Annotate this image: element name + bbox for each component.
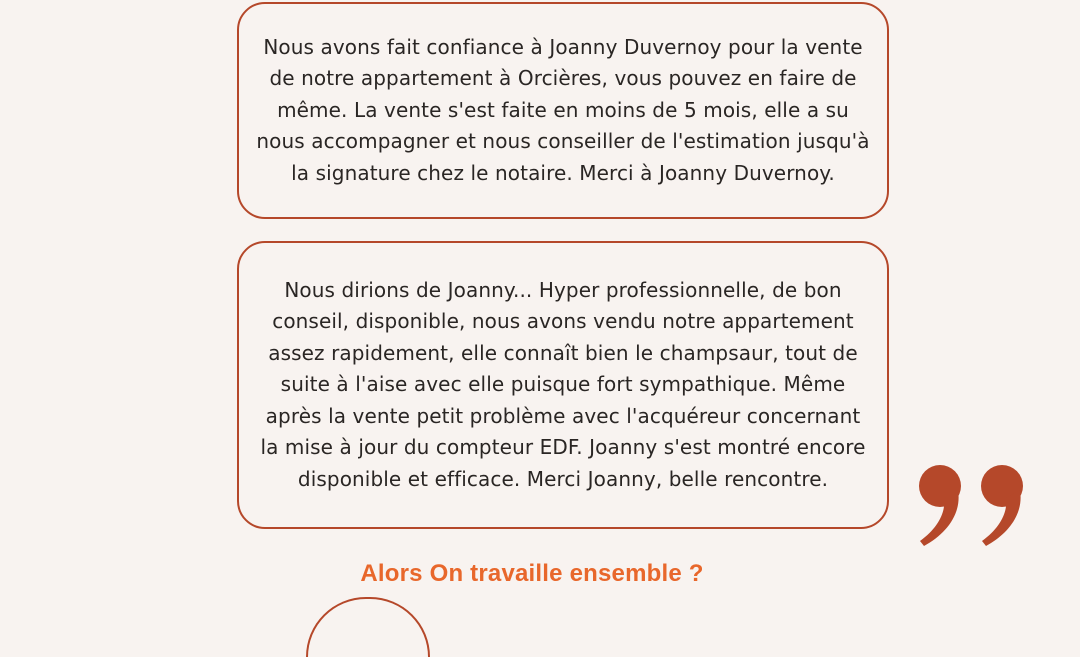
cta-heading: Alors On travaille ensemble ? bbox=[360, 560, 704, 587]
testimonial-card-1 bbox=[237, 2, 889, 219]
contact-circle-button[interactable] bbox=[306, 597, 430, 657]
testimonial-text-1: Nous avons fait confiance à Joanny Duvernoy pour la vente de notre appartement à Orcières, vous pouvez en faire de même. La vente s'est faite en moins de 5 mois, elle a su nous accompagner et nous conseiller de l'estimation jusqu'à la signature chez le notaire. Merci à Joanny Duvernoy. bbox=[256, 34, 870, 185]
testimonial-text-2: Nous dirions de Joanny... Hyper professionnelle, de bon conseil, disponible, nous avons vendu notre appartement assez rapidement, elle connaît bien le champsaur, tout de suite à l'aise avec elle puisque fort sympathique. Même après la vente petit problème avec l'acquéreur concernant la mise à jour du compteur EDF. Joanny s'est montré encore disponible et efficace. Merci Joanny, belle rencontre. bbox=[260, 277, 866, 491]
closing-quote-icon bbox=[916, 462, 1028, 548]
testimonial-card-2 bbox=[237, 241, 889, 529]
